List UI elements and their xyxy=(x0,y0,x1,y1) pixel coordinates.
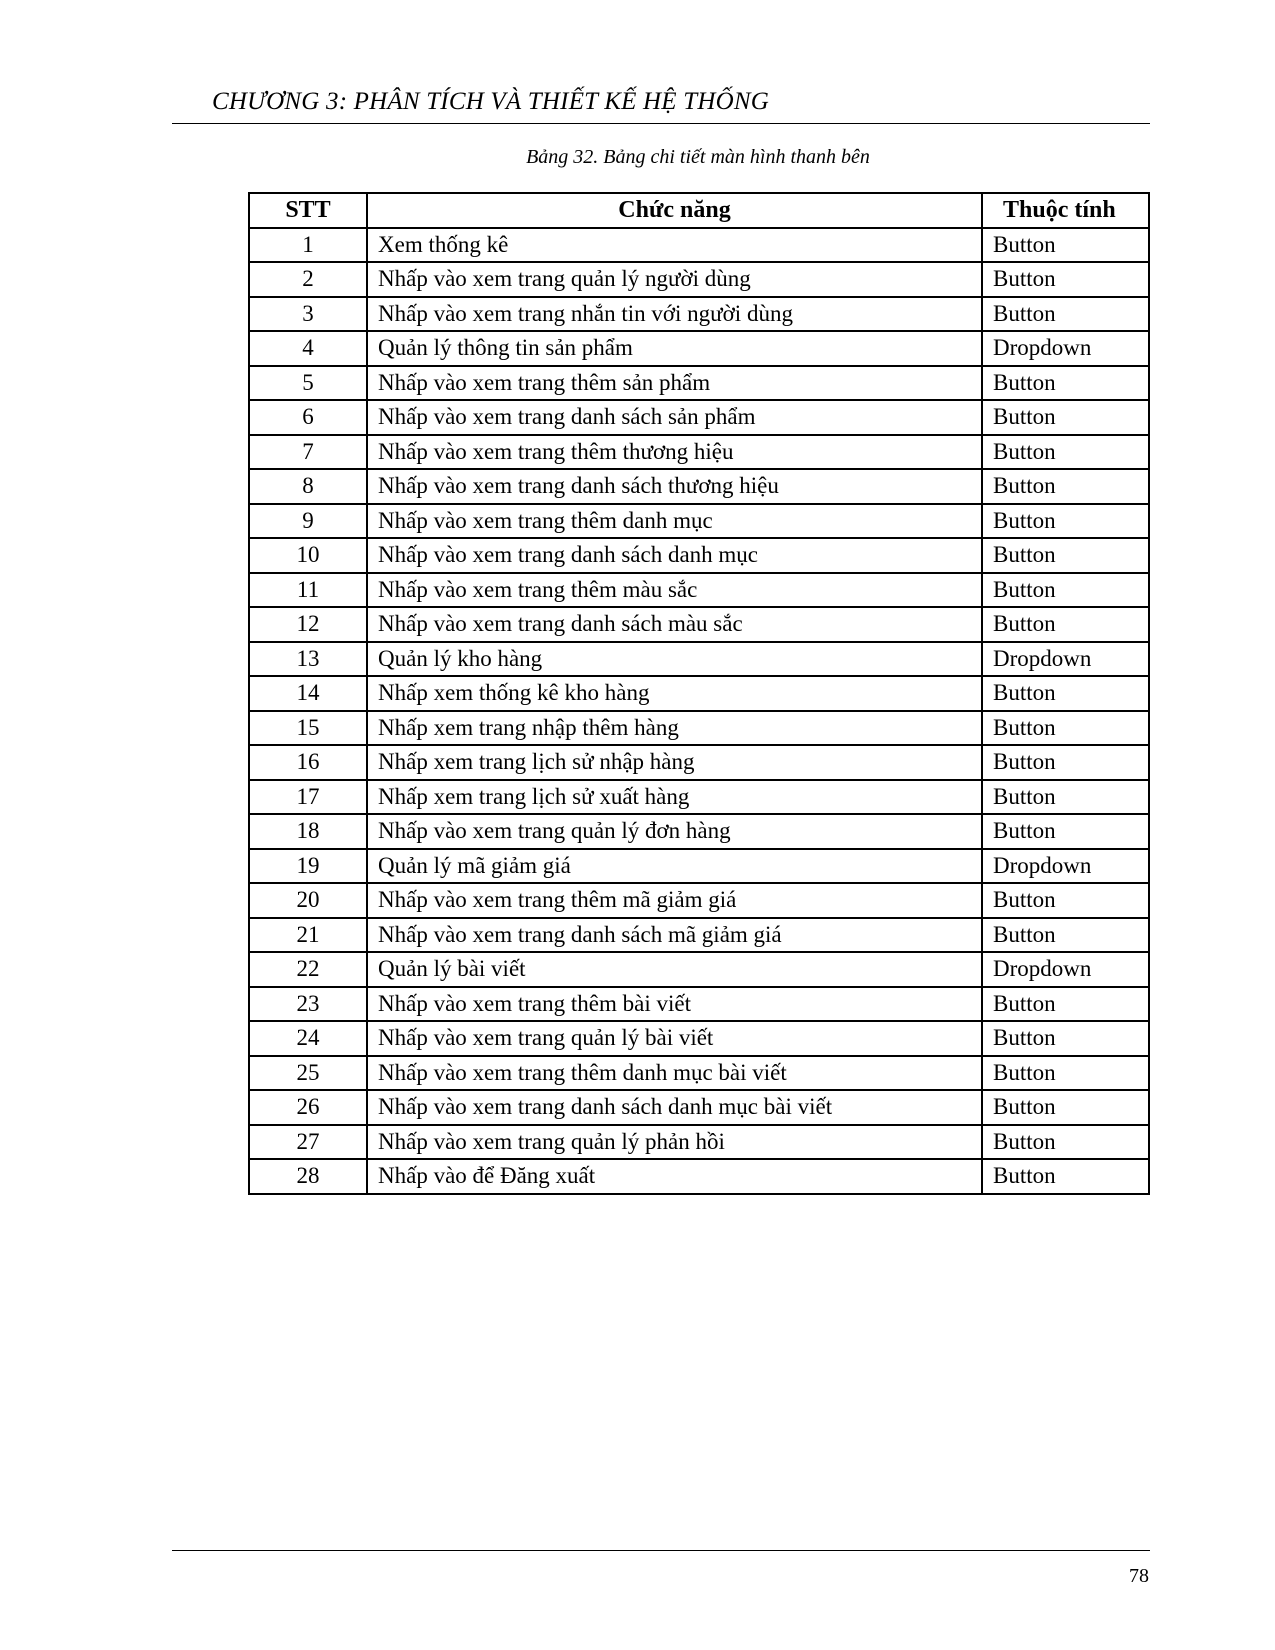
row-stt: 16 xyxy=(249,745,367,780)
row-function: Nhấp vào xem trang danh sách danh mục bài viết xyxy=(367,1090,982,1125)
row-function: Nhấp vào xem trang quản lý đơn hàng xyxy=(367,814,982,849)
row-attribute: Button xyxy=(982,469,1149,504)
header-stt: STT xyxy=(249,193,367,228)
table-row xyxy=(249,642,1149,677)
table-row xyxy=(249,987,1149,1022)
row-function: Nhấp xem trang nhập thêm hàng xyxy=(367,711,982,746)
row-attribute: Button xyxy=(982,573,1149,608)
table-row xyxy=(249,228,1149,263)
table-row xyxy=(249,849,1149,884)
row-function: Nhấp vào xem trang thêm sản phẩm xyxy=(367,366,982,401)
table-row xyxy=(249,780,1149,815)
row-attribute: Button xyxy=(982,1159,1149,1194)
row-attribute: Dropdown xyxy=(982,642,1149,677)
table-row xyxy=(249,1090,1149,1125)
row-stt: 17 xyxy=(249,780,367,815)
row-function: Quản lý thông tin sản phẩm xyxy=(367,331,982,366)
row-stt: 7 xyxy=(249,435,367,470)
table-row xyxy=(249,331,1149,366)
table-row xyxy=(249,504,1149,539)
row-function: Nhấp xem trang lịch sử xuất hàng xyxy=(367,780,982,815)
row-function: Nhấp vào xem trang thêm màu sắc xyxy=(367,573,982,608)
row-stt: 20 xyxy=(249,883,367,918)
chapter-title: CHƯƠNG 3: PHÂN TÍCH VÀ THIẾT KẾ HỆ THỐNG xyxy=(212,88,769,115)
table-row xyxy=(249,814,1149,849)
header-function: Chức năng xyxy=(367,193,982,228)
row-attribute: Button xyxy=(982,504,1149,539)
table-row xyxy=(249,676,1149,711)
row-function: Nhấp vào xem trang nhắn tin với người dùng xyxy=(367,297,982,332)
row-function: Nhấp vào xem trang quản lý phản hồi xyxy=(367,1125,982,1160)
row-function: Xem thống kê xyxy=(367,228,982,263)
row-stt: 24 xyxy=(249,1021,367,1056)
table-row xyxy=(249,435,1149,470)
row-attribute: Button xyxy=(982,918,1149,953)
row-stt: 10 xyxy=(249,538,367,573)
table-row xyxy=(249,366,1149,401)
row-stt: 19 xyxy=(249,849,367,884)
row-attribute: Button xyxy=(982,262,1149,297)
row-attribute: Button xyxy=(982,538,1149,573)
row-function: Nhấp vào xem trang quản lý người dùng xyxy=(367,262,982,297)
row-function: Nhấp vào xem trang thêm danh mục bài viết xyxy=(367,1056,982,1091)
table-row xyxy=(249,469,1149,504)
row-attribute: Dropdown xyxy=(982,331,1149,366)
table-row xyxy=(249,400,1149,435)
table-row xyxy=(249,262,1149,297)
row-attribute: Dropdown xyxy=(982,952,1149,987)
row-function: Nhấp vào xem trang thêm bài viết xyxy=(367,987,982,1022)
row-attribute: Button xyxy=(982,676,1149,711)
row-function: Nhấp vào xem trang quản lý bài viết xyxy=(367,1021,982,1056)
row-stt: 27 xyxy=(249,1125,367,1160)
row-attribute: Button xyxy=(982,400,1149,435)
row-function: Quản lý bài viết xyxy=(367,952,982,987)
table-body xyxy=(249,228,1149,1194)
row-attribute: Button xyxy=(982,435,1149,470)
row-stt: 23 xyxy=(249,987,367,1022)
sidebar-detail-table xyxy=(248,192,1150,1195)
row-stt: 6 xyxy=(249,400,367,435)
row-function: Nhấp vào xem trang thêm danh mục xyxy=(367,504,982,539)
table-row xyxy=(249,1159,1149,1194)
row-attribute: Button xyxy=(982,883,1149,918)
table-row xyxy=(249,1056,1149,1091)
row-function: Nhấp vào để Đăng xuất xyxy=(367,1159,982,1194)
row-attribute: Dropdown xyxy=(982,849,1149,884)
row-stt: 25 xyxy=(249,1056,367,1091)
row-attribute: Button xyxy=(982,1021,1149,1056)
row-stt: 11 xyxy=(249,573,367,608)
table-row xyxy=(249,918,1149,953)
row-attribute: Button xyxy=(982,814,1149,849)
table-header-row xyxy=(249,193,1149,228)
row-stt: 12 xyxy=(249,607,367,642)
row-function: Nhấp xem thống kê kho hàng xyxy=(367,676,982,711)
row-attribute: Button xyxy=(982,1090,1149,1125)
row-function: Nhấp vào xem trang danh sách thương hiệu xyxy=(367,469,982,504)
row-stt: 28 xyxy=(249,1159,367,1194)
table-row xyxy=(249,538,1149,573)
row-stt: 4 xyxy=(249,331,367,366)
row-attribute: Button xyxy=(982,297,1149,332)
row-attribute: Button xyxy=(982,1056,1149,1091)
row-attribute: Button xyxy=(982,1125,1149,1160)
table-row xyxy=(249,1125,1149,1160)
row-attribute: Button xyxy=(982,745,1149,780)
table-row xyxy=(249,297,1149,332)
row-stt: 2 xyxy=(249,262,367,297)
page-number: 78 xyxy=(1129,1565,1149,1587)
row-stt: 21 xyxy=(249,918,367,953)
header-attribute: Thuộc tính xyxy=(982,193,1149,228)
row-stt: 9 xyxy=(249,504,367,539)
table-row xyxy=(249,607,1149,642)
row-attribute: Button xyxy=(982,228,1149,263)
row-stt: 26 xyxy=(249,1090,367,1125)
row-stt: 8 xyxy=(249,469,367,504)
table-row xyxy=(249,711,1149,746)
row-attribute: Button xyxy=(982,366,1149,401)
row-stt: 3 xyxy=(249,297,367,332)
table-row xyxy=(249,952,1149,987)
table-row xyxy=(249,573,1149,608)
row-function: Nhấp vào xem trang danh sách sản phẩm xyxy=(367,400,982,435)
table-row xyxy=(249,745,1149,780)
row-attribute: Button xyxy=(982,780,1149,815)
table-row xyxy=(249,1021,1149,1056)
row-function: Nhấp vào xem trang danh sách danh mục xyxy=(367,538,982,573)
row-stt: 5 xyxy=(249,366,367,401)
row-stt: 22 xyxy=(249,952,367,987)
row-attribute: Button xyxy=(982,607,1149,642)
row-stt: 15 xyxy=(249,711,367,746)
footer-divider xyxy=(172,1550,1150,1551)
row-stt: 1 xyxy=(249,228,367,263)
header-divider xyxy=(172,123,1150,124)
row-function: Nhấp vào xem trang thêm thương hiệu xyxy=(367,435,982,470)
row-attribute: Button xyxy=(982,711,1149,746)
row-function: Nhấp xem trang lịch sử nhập hàng xyxy=(367,745,982,780)
row-function: Quản lý mã giảm giá xyxy=(367,849,982,884)
table-caption: Bảng 32. Bảng chi tiết màn hình thanh bên xyxy=(526,146,870,168)
table-row xyxy=(249,883,1149,918)
row-attribute: Button xyxy=(982,987,1149,1022)
row-function: Nhấp vào xem trang danh sách mã giảm giá xyxy=(367,918,982,953)
row-function: Quản lý kho hàng xyxy=(367,642,982,677)
row-function: Nhấp vào xem trang danh sách màu sắc xyxy=(367,607,982,642)
row-stt: 13 xyxy=(249,642,367,677)
row-stt: 18 xyxy=(249,814,367,849)
row-stt: 14 xyxy=(249,676,367,711)
row-function: Nhấp vào xem trang thêm mã giảm giá xyxy=(367,883,982,918)
